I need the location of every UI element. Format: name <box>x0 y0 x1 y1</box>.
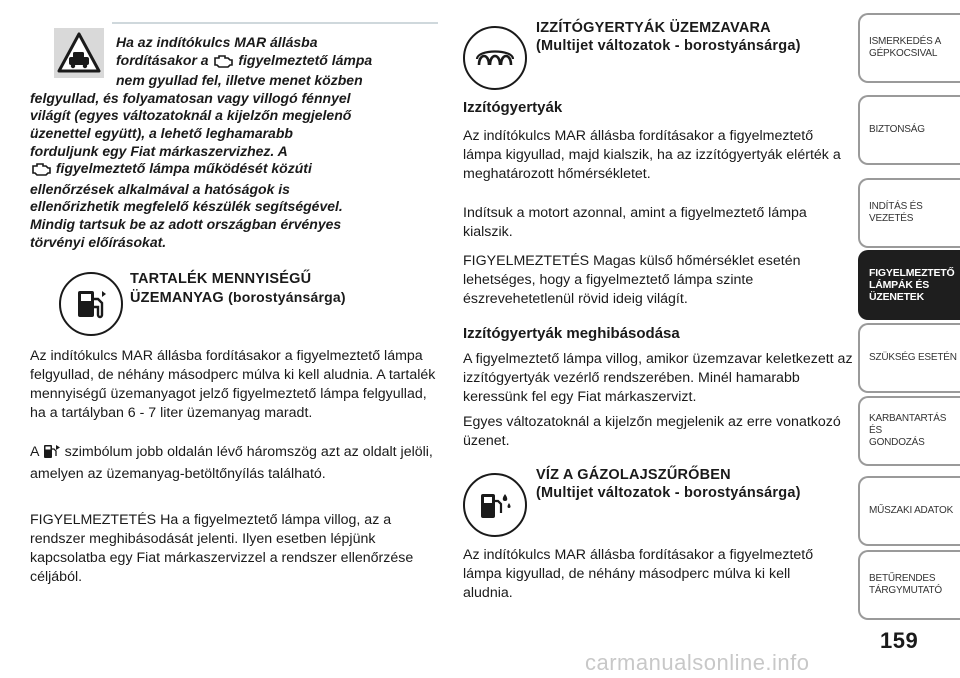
glow-plug-icon <box>463 26 527 90</box>
warning-line-part: figyelmeztető lámpa működését közúti <box>55 160 312 177</box>
warning-line: világít (egyes változatoknál a kijelzőn megjelenő <box>30 107 352 124</box>
glow-heading: Izzítógyertyák <box>463 99 563 116</box>
tab-figyelmezteto-lampak[interactable]: FIGYELMEZTETŐ LÁMPÁK ÉS ÜZENETEK <box>858 250 960 320</box>
water-paragraph-1: Az indítókulcs MAR állásba fordításakor a figyelmeztető lámpa kigyullad, de néhány másodperc múlva ki kell aludnia. <box>463 547 814 601</box>
engine-icon <box>212 54 234 73</box>
glow-title-line2: (Multijet változatok - borostyánsárga) <box>536 38 801 54</box>
engine-icon <box>30 162 52 181</box>
top-divider <box>112 22 438 24</box>
warning-line: Ha az indítókulcs MAR állásba <box>116 34 318 50</box>
water-title-line1: VÍZ A GÁZOLAJSZŰRŐBEN <box>536 467 731 483</box>
glow-paragraph-3: FIGYELMEZTETÉS Magas külső hőmérséklet esetén lehetséges, hogy a figyelmeztető lámpa szinte észrevehetetlenül rövid ideig világít. <box>463 253 801 307</box>
water-title-line2: (Multijet változatok - borostyánsárga) <box>536 485 801 501</box>
tab-biztonsag[interactable]: BIZTONSÁG <box>858 95 960 165</box>
warning-line: felgyullad, és folyamatosan vagy villogó fénnyel <box>30 89 351 106</box>
glow-title-line1: IZZÍTÓGYERTYÁK ÜZEMZAVARA <box>536 20 771 36</box>
tab-muszaki-adatok[interactable]: MŰSZAKI ADATOK <box>858 476 960 546</box>
fuel-p2-end: szimbólum jobb oldalán lévő háromszög azt az oldalt jelöli, amelyen az üzemanyag-betöltőnyílás található. <box>30 444 433 482</box>
fuel-paragraph-1: Az indítókulcs MAR állásba fordításakor a figyelmeztető lámpa felgyullad, de néhány másodperc múlva ki kell aludnia. A tartalék mennyiségű üzemanyagot jelző figyelmeztető lámpa felgyullad, ha a tartályban 6 - 7 liter üzemanyag maradt. <box>30 348 436 421</box>
glow-fault-heading: Izzítógyertyák meghibásodása <box>463 325 680 342</box>
fuel-title-color: (borostyánsárga) <box>228 289 346 305</box>
tab-karbantartas[interactable]: KARBANTARTÁS ÉS GONDOZÁS <box>858 396 960 466</box>
warning-line-part: figyelmeztető lámpa <box>238 51 373 68</box>
glow-paragraph-2: Indítsuk a motort azonnal, amint a figyelmeztető lámpa kialszik. <box>463 205 807 240</box>
tab-inditas-es-vezetes[interactable]: INDÍTÁS ÉS VEZETÉS <box>858 178 960 248</box>
glow-paragraph-5: Egyes változatoknál a kijelzőn megjelenik az erre vonatkozó üzenet. <box>463 414 841 449</box>
warning-line <box>30 160 445 181</box>
watermark-text: carmanualsonline.info <box>585 650 810 675</box>
fuel-paragraph-2 <box>30 443 440 484</box>
warning-line: forduljunk egy Fiat márkaszervizhez. A <box>30 142 288 159</box>
page-number: 159 <box>880 628 919 653</box>
warning-line-part: fordításakor a <box>116 51 209 68</box>
tab-szukseg-eseten[interactable]: SZÜKSÉG ESETÉN <box>858 323 960 393</box>
warning-line: ellenőrizhetik megfelelő készülék segítségével. <box>30 198 343 215</box>
warning-line: nem gyullad fel, illetve menet közben <box>116 72 363 89</box>
fuel-symbol-icon <box>43 443 61 465</box>
warning-text <box>30 34 445 251</box>
tab-betrendes-targymutato[interactable]: BETŰRENDES TÁRGYMUTATÓ <box>858 550 960 620</box>
fuel-pump-icon <box>59 272 123 336</box>
fuel-p2-start: A <box>30 444 39 460</box>
fuel-paragraph-3: FIGYELMEZTETÉS Ha a figyelmeztető lámpa villog, az a rendszer meghibásodását jelenti. Ilyen esetben lépjünk kapcsolatba egy Fiat márkaszervizzel a rendszer ellenőrzése céljából. <box>30 512 414 585</box>
warning-line <box>30 52 445 73</box>
fuel-title-line1: TARTALÉK MENNYISÉGŰ <box>130 271 312 287</box>
fuel-title-line2 <box>130 288 346 307</box>
tab-ismerkedes[interactable]: ISMERKEDÉS A GÉPKOCSIVAL <box>858 13 960 83</box>
water-section-title <box>536 466 801 502</box>
warning-line: üzenettel együtt), a lehető leghamarabb <box>30 124 293 141</box>
warning-line: Mindig tartsuk be az adott országban érvényes <box>30 215 342 232</box>
warning-line: törvényi előírásokat. <box>30 233 167 250</box>
warning-line: ellenőrzések alkalmával a hatóságok is <box>30 180 290 197</box>
fuel-section-title <box>130 270 346 307</box>
fuel-title-main: ÜZEMANYAG <box>130 290 224 306</box>
glow-paragraph-4: A figyelmeztető lámpa villog, amikor üzemzavar keletkezett az izzítógyertyák vezérlő rendszerében. Minél hamarabb keressünk fel egy Fiat márkaszervizt. <box>463 351 853 405</box>
water-in-fuel-icon <box>463 473 527 537</box>
glow-section-title <box>536 19 801 55</box>
glow-paragraph-1: Az indítókulcs MAR állásba fordításakor a figyelmeztető lámpa kigyullad, majd kialszik, ha az izzítógyertyák elérték a meghatározott hőmérsékletet. <box>463 128 841 182</box>
